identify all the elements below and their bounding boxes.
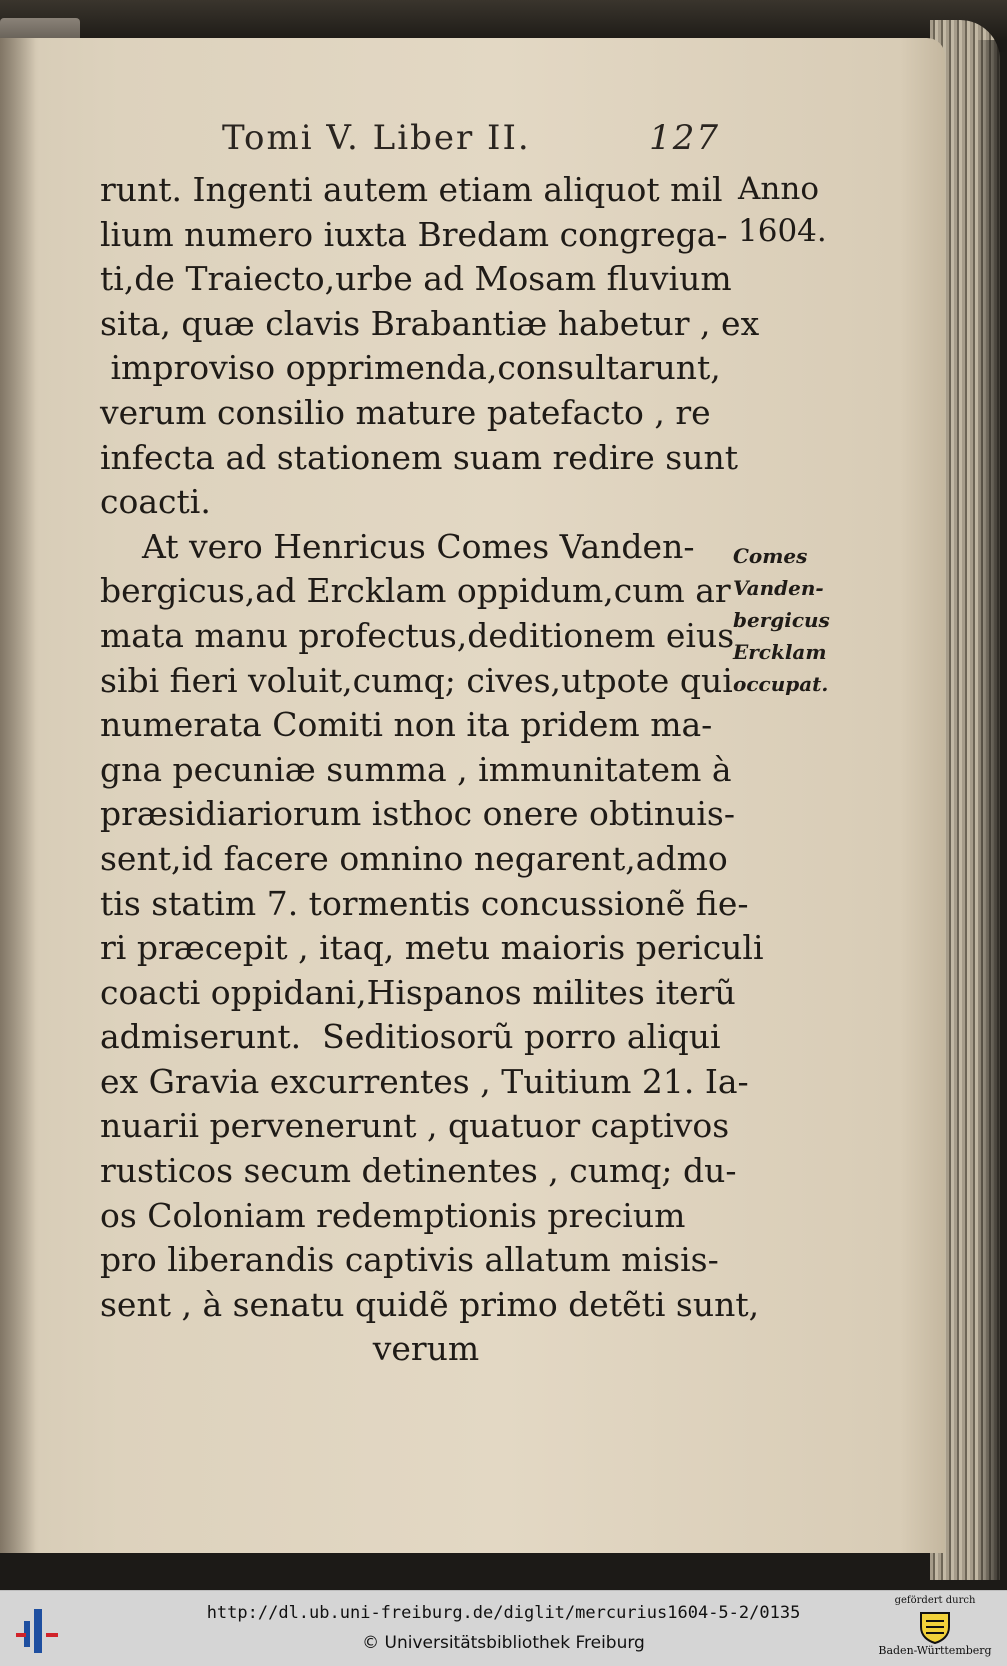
text-line: os Coloniam redemptionis precium bbox=[100, 1195, 686, 1235]
coat-of-arms-icon bbox=[918, 1609, 952, 1645]
text-line: runt. Ingenti autem etiam aliquot mil bbox=[100, 170, 723, 209]
text-line: lium numero iuxta Bredam congrega- bbox=[100, 214, 728, 254]
permalink-url[interactable]: http://dl.ub.uni-freiburg.de/diglit/mercurius1604-5-2/0135 bbox=[206, 1603, 801, 1623]
text-line: ri præcepit , itaq, metu maioris periculi bbox=[100, 928, 764, 968]
text-line: tis statim 7. tormentis concussionẽ fie- bbox=[100, 883, 749, 923]
margin-note-line: Comes bbox=[733, 544, 808, 568]
text-line: verum bbox=[100, 1329, 480, 1369]
page-edges-shadow bbox=[978, 40, 1007, 1580]
text-line: sent,id facere omnino negarent,admo bbox=[100, 838, 728, 878]
sponsor-top-text: gefördert durch bbox=[894, 1595, 976, 1606]
viewer-footer bbox=[0, 1590, 1007, 1666]
margin-note-line: Ercklam bbox=[733, 640, 827, 664]
text-line: ex Gravia excurrentes , Tuitium 21. Ia- bbox=[100, 1061, 749, 1101]
sponsor-bottom-text: Baden-Württemberg bbox=[878, 1644, 992, 1657]
margin-note-line: occupat. bbox=[733, 672, 829, 696]
text-line: sent , à senatu quidẽ primo detẽti sunt, bbox=[100, 1284, 760, 1324]
margin-year-note bbox=[738, 168, 827, 252]
margin-note-line: Vanden- bbox=[733, 576, 824, 600]
text-line: numerata Comiti non ita pridem ma- bbox=[100, 705, 713, 745]
text-line: sibi fieri voluit,cumq; cives,utpote qui bbox=[100, 660, 733, 700]
text-line: verum consilio mature patefacto , re bbox=[100, 392, 711, 432]
text-line: improviso opprimenda,consultarunt, bbox=[100, 348, 721, 388]
body-text bbox=[100, 168, 764, 1372]
text-line: gna pecuniæ summa , immunitatem à bbox=[100, 749, 732, 789]
running-title: Tomi V. Liber II. bbox=[222, 118, 531, 158]
text-line: coacti. bbox=[100, 482, 211, 522]
running-header bbox=[222, 118, 742, 158]
sponsor-badge bbox=[870, 1595, 1000, 1663]
page-number: 127 bbox=[649, 118, 720, 158]
margin-note-line: bergicus bbox=[733, 608, 830, 632]
text-line: sita, quæ clavis Brabantiæ habetur , ex bbox=[100, 303, 760, 343]
text-line: ti,de Traiecto,urbe ad Mosam fluvium bbox=[100, 259, 732, 299]
margin-anno-label: Anno bbox=[738, 171, 819, 207]
margin-side-note bbox=[733, 540, 830, 700]
copyright-notice: © Universitätsbibliothek Freiburg bbox=[362, 1633, 645, 1653]
page-gutter-shadow bbox=[0, 38, 36, 1553]
text-line: pro liberandis captivis allatum misis- bbox=[100, 1240, 719, 1280]
text-line: rusticos secum detinentes , cumq; du- bbox=[100, 1151, 737, 1191]
text-line: bergicus,ad Ercklam oppidum,cum ar bbox=[100, 571, 731, 611]
text-line: præsidiariorum isthoc onere obtinuis- bbox=[100, 794, 736, 834]
text-line: infecta ad stationem suam redire sunt bbox=[100, 437, 738, 477]
text-line: nuarii pervenerunt , quatuor captivos bbox=[100, 1106, 730, 1146]
text-line: At vero Henricus Comes Vanden- bbox=[100, 526, 695, 566]
text-line: admiserunt. Seditiosorũ porro aliqui bbox=[100, 1017, 721, 1057]
margin-anno-year: 1604. bbox=[738, 213, 827, 249]
text-line: mata manu profectus,deditionem eius bbox=[100, 615, 735, 655]
text-line: coacti oppidani,Hispanos milites iterũ bbox=[100, 972, 736, 1012]
